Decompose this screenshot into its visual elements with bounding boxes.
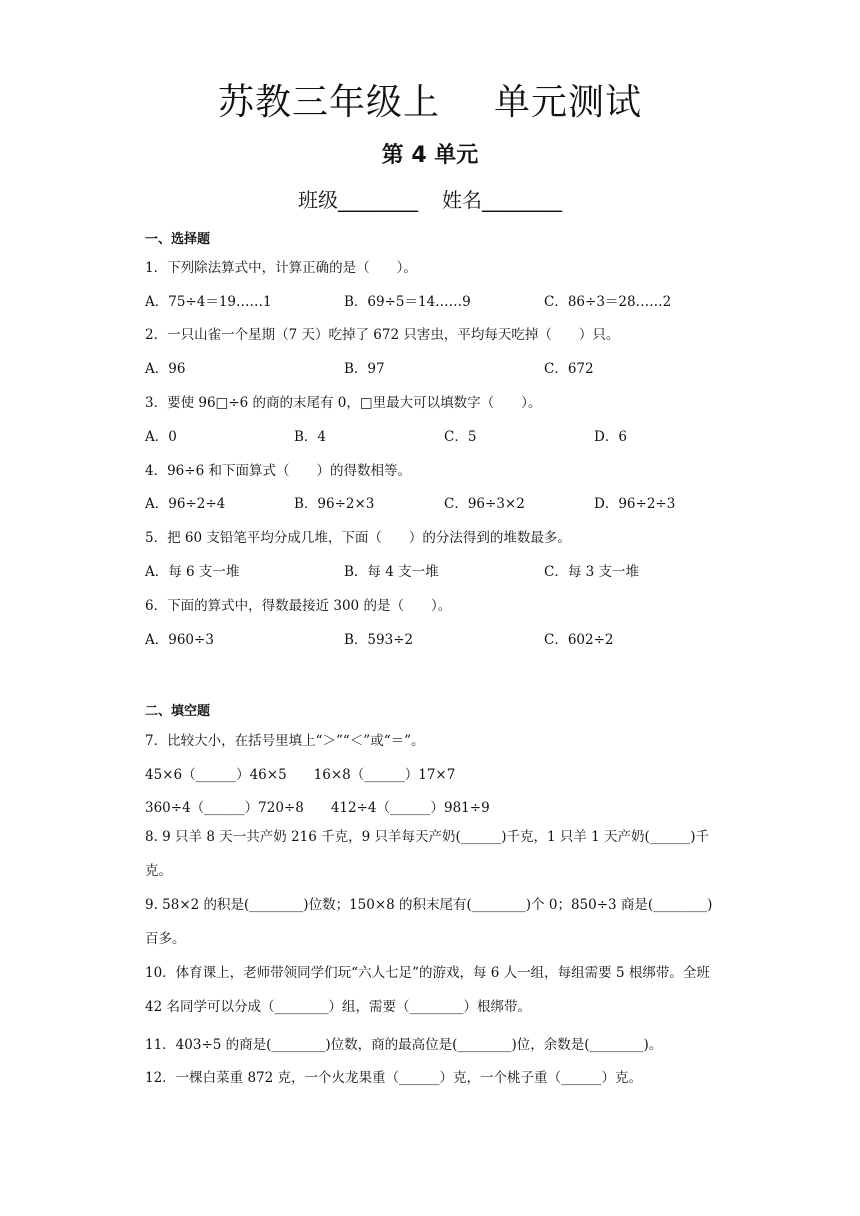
q1-option-b: B．69÷5＝14……9 <box>344 294 471 310</box>
title-sub: 单元测试 <box>494 82 643 123</box>
question-8: 8. 9 只羊 8 天一共产奶 216 千克，9 只羊每天产奶(______)千克，1 只羊 1 天产奶(______)千克。 <box>145 829 710 879</box>
q6-option-c: C．602÷2 <box>544 632 614 648</box>
q5-option-b: B．每 4 支一堆 <box>344 564 439 580</box>
q3-option-b: B．4 <box>294 429 327 445</box>
q3-option-a: A．0 <box>145 429 177 445</box>
question-6-stem: 6．下面的算式中，得数最接近 300 的是（ ）。 <box>145 598 452 614</box>
question-10: 10．体育课上，老师带领同学们玩“六人七足”的游戏，每 6 人一组，每组需要 5 根绑带。全班 42 名同学可以分成（________）组，需要（________）根绑带。 <box>145 965 710 1015</box>
question-5-stem: 5．把 60 支铅笔平均分成几堆，下面（ ）的分法得到的堆数最多。 <box>145 530 571 546</box>
q6-option-b: B．593÷2 <box>344 632 414 648</box>
q1-option-a: A．75÷4＝19……1 <box>145 294 272 310</box>
question-12: 12．一棵白菜重 872 克，一个火龙果重（______）克，一个桃子重（______）克。 <box>145 1070 643 1086</box>
q5-option-c: C．每 3 支一堆 <box>544 564 640 580</box>
question-7-row2: 360÷4（______）720÷8 412÷4（______）981÷9 <box>145 800 490 816</box>
q3-option-d: D．6 <box>594 429 627 445</box>
q4-option-b: B．96÷2×3 <box>294 496 375 512</box>
question-1-stem: 1．下列除法算式中，计算正确的是（ ）。 <box>145 260 417 276</box>
question-7-row1: 45×6（______）46×5 16×8（______）17×7 <box>145 767 456 783</box>
section1-heading: 一、选择题 <box>145 232 211 247</box>
page-title <box>0 74 860 125</box>
question-4-stem: 4．96÷6 和下面算式（ ）的得数相等。 <box>145 463 411 479</box>
q2-option-c: C．672 <box>544 361 594 377</box>
question-7-stem: 7．比较大小，在括号里填上“＞”“＜”或“＝”。 <box>145 733 425 749</box>
student-info <box>0 184 860 213</box>
q5-option-a: A．每 6 支一堆 <box>145 564 240 580</box>
section2-heading: 二、填空题 <box>145 704 211 719</box>
q3-option-c: C．5 <box>444 429 477 445</box>
question-9: 9. 58×2 的积是(________)位数；150×8 的积末尾有(________)个 0；850÷3 商是(________)百多。 <box>145 897 713 947</box>
q4-option-d: D．96÷2÷3 <box>594 496 676 512</box>
name-field: 姓名________ <box>442 188 562 212</box>
question-3-stem: 3．要使 96□÷6 的商的末尾有 0，□里最大可以填数字（ ）。 <box>145 395 542 411</box>
class-field: 班级________ <box>298 188 418 212</box>
q4-option-c: C．96÷3×2 <box>444 496 525 512</box>
q2-option-b: B．97 <box>344 361 385 377</box>
q6-option-a: A．960÷3 <box>145 632 214 648</box>
q1-option-c: C．86÷3＝28……2 <box>544 294 672 310</box>
question-11: 11．403÷5 的商是(________)位数，商的最高位是(________)位，余数是(________)。 <box>145 1037 663 1053</box>
q2-option-a: A．96 <box>145 361 186 377</box>
q4-option-a: A．96÷2÷4 <box>145 496 226 512</box>
unit-title: 第 4 单元 <box>381 143 479 168</box>
title-main: 苏教三年级上 <box>217 82 440 123</box>
question-2-stem: 2．一只山雀一个星期（7 天）吃掉了 672 只害虫，平均每天吃掉（ ）只。 <box>145 327 620 343</box>
